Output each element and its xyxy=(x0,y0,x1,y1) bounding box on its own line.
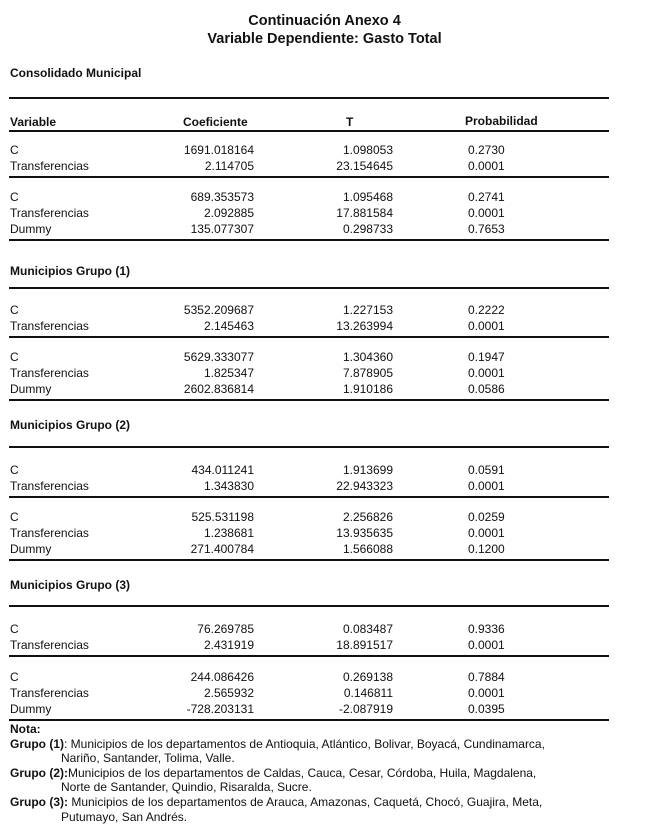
cell-coeficiente: 2.145463 xyxy=(203,319,254,333)
header-rule xyxy=(9,130,609,132)
cell-coeficiente: 689.353573 xyxy=(190,190,254,204)
cell-variable: Transferencias xyxy=(10,526,89,540)
cell-variable: C xyxy=(10,510,19,524)
cell-probabilidad: 0.0001 xyxy=(468,206,505,220)
cell-t: -2.087919 xyxy=(338,702,393,716)
cell-coeficiente: 135.077307 xyxy=(190,222,254,236)
cell-probabilidad: 0.0395 xyxy=(468,702,505,716)
cell-probabilidad: 0.2730 xyxy=(468,143,505,157)
cell-variable: Transferencias xyxy=(10,159,89,173)
header-coeficiente: Coeficiente xyxy=(183,115,248,129)
header-variable: Variable xyxy=(10,115,57,129)
cell-coeficiente: 1.343830 xyxy=(203,479,254,493)
cell-t: 1.304360 xyxy=(342,350,393,364)
cell-variable: Dummy xyxy=(10,702,52,716)
cell-variable: C xyxy=(10,190,19,204)
cell-variable: C xyxy=(10,350,19,364)
cell-t: 23.154645 xyxy=(336,159,393,173)
cell-probabilidad: 0.0586 xyxy=(468,382,505,396)
note-text: Municipios de los departamentos de Arauca, Amazonas, Caquetá, Chocó, Guajira, Meta, xyxy=(68,794,543,809)
cell-probabilidad: 0.0001 xyxy=(468,479,505,493)
cell-t: 1.913699 xyxy=(342,463,393,477)
cell-probabilidad: 0.0259 xyxy=(468,510,505,524)
header-t: T xyxy=(346,115,354,129)
model-separator-rule xyxy=(9,719,609,721)
cell-variable: Transferencias xyxy=(10,319,89,333)
cell-t: 22.943323 xyxy=(336,479,393,493)
model-separator-rule xyxy=(9,496,609,498)
cell-coeficiente: 1691.018164 xyxy=(183,143,254,157)
cell-coeficiente: 5352.209687 xyxy=(183,303,254,317)
section-title: Consolidado Municipal xyxy=(10,66,142,80)
cell-probabilidad: 0.1947 xyxy=(468,350,505,364)
section-title: Municipios Grupo (1) xyxy=(10,264,130,278)
note-label: Grupo (2): xyxy=(10,765,68,780)
cell-probabilidad: 0.0001 xyxy=(468,638,505,652)
cell-probabilidad: 0.7653 xyxy=(468,222,505,236)
note-label: Grupo (1) xyxy=(10,736,64,751)
cell-probabilidad: 0.1200 xyxy=(468,542,505,556)
cell-probabilidad: 0.0001 xyxy=(468,319,505,333)
cell-probabilidad: 0.0591 xyxy=(468,463,505,477)
cell-probabilidad: 0.7884 xyxy=(468,670,505,684)
cell-probabilidad: 0.0001 xyxy=(468,159,505,173)
cell-t: 1.095468 xyxy=(342,190,393,204)
notes xyxy=(10,722,630,824)
cell-variable: Dummy xyxy=(10,222,52,236)
cell-probabilidad: 0.9336 xyxy=(468,622,505,636)
section-title: Municipios Grupo (2) xyxy=(10,418,130,432)
cell-t: 0.083487 xyxy=(342,622,393,636)
note-text-cont: Norte de Santander, Quindio, Risaralda, Sucre. xyxy=(61,780,312,795)
cell-coeficiente: 76.269785 xyxy=(197,622,254,636)
cell-variable: Transferencias xyxy=(10,638,89,652)
cell-coeficiente: 2.431919 xyxy=(203,638,254,652)
cell-variable: Dummy xyxy=(10,382,52,396)
note-grupo-3 xyxy=(10,795,630,824)
note-text-cont: Putumayo, San Andrés. xyxy=(61,809,188,824)
cell-coeficiente: 525.531198 xyxy=(191,510,254,524)
cell-coeficiente: 5629.333077 xyxy=(183,350,254,364)
cell-probabilidad: 0.0001 xyxy=(468,366,505,380)
model-separator-rule xyxy=(9,176,609,178)
cell-coeficiente: 1.825347 xyxy=(203,366,254,380)
cell-t: 0.146811 xyxy=(343,686,393,700)
model-separator-rule xyxy=(9,655,609,657)
cell-coeficiente: 244.086426 xyxy=(190,670,254,684)
cell-probabilidad: 0.0001 xyxy=(468,526,505,540)
cell-t: 1.910186 xyxy=(342,382,393,396)
cell-t: 0.269138 xyxy=(342,670,393,684)
model-separator-rule xyxy=(9,559,609,561)
model-separator-rule xyxy=(9,399,609,401)
cell-coeficiente: 2.565932 xyxy=(203,686,254,700)
header-probabilidad: Probabilidad xyxy=(465,114,538,128)
cell-coeficiente: 1.238681 xyxy=(203,526,254,540)
cell-variable: C xyxy=(10,143,19,157)
cell-t: 0.298733 xyxy=(342,222,393,236)
cell-t: 13.263994 xyxy=(336,319,393,333)
cell-t: 7.878905 xyxy=(342,366,393,380)
cell-t: 18.891517 xyxy=(336,638,393,652)
cell-t: 1.566088 xyxy=(342,542,393,556)
cell-coeficiente: 2.092885 xyxy=(203,206,254,220)
cell-variable: Dummy xyxy=(10,542,52,556)
cell-probabilidad: 0.2222 xyxy=(468,303,505,317)
cell-variable: C xyxy=(10,463,19,477)
section-title: Municipios Grupo (3) xyxy=(10,578,130,592)
cell-variable: C xyxy=(10,622,19,636)
cell-coeficiente: 2602.836814 xyxy=(183,382,254,396)
cell-coeficiente: 271.400784 xyxy=(190,542,254,556)
cell-variable: Transferencias xyxy=(10,686,89,700)
annex-title: Continuación Anexo 4 xyxy=(248,13,401,29)
cell-probabilidad: 0.0001 xyxy=(468,686,505,700)
dependent-variable-title: Variable Dependiente: Gasto Total xyxy=(207,31,442,47)
cell-variable: Transferencias xyxy=(10,479,89,493)
table-top-rule xyxy=(9,446,609,448)
note-grupo-2 xyxy=(10,766,630,795)
note-label: Grupo (3): xyxy=(10,794,68,809)
cell-t: 17.881584 xyxy=(336,206,393,220)
model-separator-rule xyxy=(9,239,609,241)
cell-coeficiente: 2.114705 xyxy=(204,159,254,173)
table-top-rule xyxy=(9,287,609,289)
cell-coeficiente: 434.011241 xyxy=(191,463,254,477)
cell-probabilidad: 0.2741 xyxy=(468,190,505,204)
cell-t: 1.227153 xyxy=(342,303,393,317)
table-top-rule xyxy=(9,605,609,607)
note-grupo-1 xyxy=(10,737,630,766)
cell-variable: Transferencias xyxy=(10,206,89,220)
notes-label: Nota: xyxy=(10,722,41,736)
cell-t: 13.935635 xyxy=(336,526,393,540)
cell-variable: C xyxy=(10,670,19,684)
cell-coeficiente: -728.203131 xyxy=(186,702,254,716)
note-text: : Municipios de los departamentos de Antioquia, Atlántico, Bolivar, Boyacá, Cundinamarca, xyxy=(64,736,545,751)
note-text: Municipios de los departamentos de Caldas, Cauca, Cesar, Córdoba, Huila, Magdalena, xyxy=(68,765,537,780)
cell-variable: Transferencias xyxy=(10,366,89,380)
cell-variable: C xyxy=(10,303,19,317)
cell-t: 2.256826 xyxy=(342,510,393,524)
cell-t: 1.098053 xyxy=(342,143,393,157)
table-top-rule xyxy=(9,97,609,99)
note-text-cont: Nariño, Santander, Tolima, Valle. xyxy=(61,751,235,766)
model-separator-rule xyxy=(9,336,609,338)
